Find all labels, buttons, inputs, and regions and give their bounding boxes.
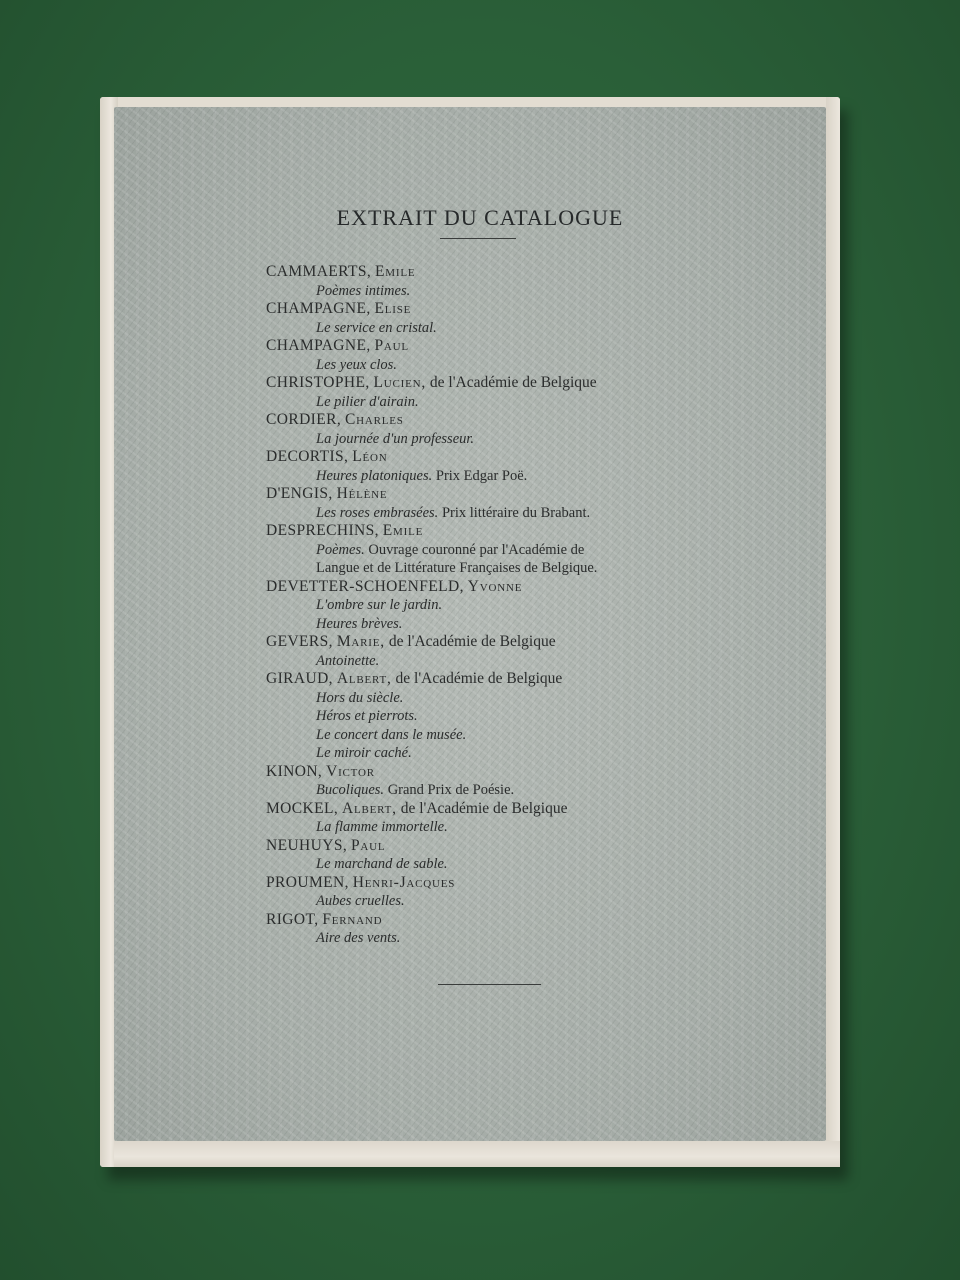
work-line (266, 430, 736, 449)
catalogue-entry (266, 337, 736, 374)
catalogue-entry (266, 800, 736, 837)
author-line (266, 411, 736, 430)
work-title: Le miroir caché. (316, 745, 412, 761)
author-surname: KINON, (266, 762, 323, 780)
work-line (266, 744, 736, 763)
author-surname: PROUMEN, (266, 873, 349, 891)
author-given-name: Emile (375, 263, 416, 280)
work-line (266, 541, 736, 560)
author-given-name: Fernand (322, 910, 383, 928)
work-line (266, 855, 736, 874)
work-title: Heures brèves. (316, 615, 403, 632)
work-title: Heures platoniques. (316, 467, 433, 484)
author-line (266, 300, 736, 319)
catalogue-entry (266, 485, 736, 522)
work-title: La flamme immortelle. (316, 819, 448, 835)
author-line (266, 874, 736, 893)
work-note: Prix littéraire du Brabant. (441, 504, 591, 521)
work-title: Le service en cristal. (316, 319, 437, 336)
work-title: La journée d'un professeur. (316, 430, 475, 447)
author-given-name: Emile (382, 522, 424, 539)
author-surname: NEUHUYS, (266, 836, 348, 854)
author-given-name: Paul (374, 337, 409, 354)
work-title: Héros et pierrots. (316, 708, 418, 724)
catalogue-entry (266, 300, 736, 337)
catalogue-entry (266, 874, 736, 911)
work-line (266, 282, 736, 301)
author-given-name: Paul (351, 836, 386, 854)
author-surname: CHAMPAGNE, (266, 337, 371, 354)
author-surname: CAMMAERTS, (266, 263, 372, 280)
closing-rule (438, 984, 541, 985)
author-given-name: Marie, (336, 633, 385, 650)
author-line (266, 263, 736, 282)
work-title: Le marchand de sable. (316, 856, 448, 872)
title-underline (440, 238, 516, 239)
work-line (266, 892, 736, 911)
work-title: Poèmes intimes. (316, 282, 411, 299)
author-line (266, 670, 736, 689)
author-surname: CORDIER, (266, 411, 342, 428)
author-given-name: Lucien, (373, 374, 427, 391)
author-line (266, 578, 736, 597)
work-title: Poèmes. (316, 541, 365, 558)
work-note: Langue et de Littérature Françaises de Belgique. (316, 560, 598, 576)
author-given-name: Léon (352, 448, 388, 465)
author-given-name: Charles (344, 411, 404, 428)
author-note: de l'Académie de Belgique (400, 799, 568, 817)
page-edge-bottom (114, 1141, 840, 1167)
author-given-name: Yvonne (467, 577, 523, 595)
work-line (266, 319, 736, 338)
author-given-name: Albert, (342, 799, 397, 817)
author-surname: MOCKEL, (266, 799, 339, 817)
author-surname: DECORTIS, (266, 448, 349, 465)
author-line (266, 337, 736, 356)
author-given-name: Albert, (336, 670, 392, 687)
catalogue-entry (266, 448, 736, 485)
author-line (266, 800, 736, 819)
author-surname: DEVETTER-SCHOENFELD, (266, 577, 464, 595)
work-note: Grand Prix de Poésie. (387, 782, 515, 798)
author-surname: CHRISTOPHE, (266, 374, 370, 391)
author-given-name: Hélène (336, 485, 388, 502)
author-line (266, 374, 736, 393)
author-note: de l'Académie de Belgique (388, 633, 556, 650)
catalogue-entry (266, 374, 736, 411)
author-note: de l'Académie de Belgique (429, 374, 597, 391)
author-surname: DESPRECHINS, (266, 522, 379, 539)
catalogue-entry (266, 578, 736, 634)
work-title: Bucoliques. (316, 782, 385, 798)
author-line (266, 763, 736, 782)
page-edge-right (826, 97, 840, 1167)
catalogue-entry (266, 263, 736, 300)
work-line (266, 393, 736, 412)
author-surname: D'ENGIS, (266, 485, 333, 502)
work-note: Ouvrage couronné par l'Académie de (368, 541, 585, 558)
author-line (266, 633, 736, 652)
catalogue-entry (266, 522, 736, 578)
work-line (266, 929, 736, 948)
author-given-name: Victor (326, 762, 375, 780)
work-line (266, 781, 736, 800)
work-line (266, 652, 736, 671)
work-title: Aire des vents. (316, 930, 401, 946)
work-line (266, 707, 736, 726)
author-given-name: Elise (374, 300, 412, 317)
work-line (266, 726, 736, 745)
author-line (266, 837, 736, 856)
author-given-name: Henri-Jacques (352, 873, 456, 891)
catalogue-entry (266, 837, 736, 874)
author-note: de l'Académie de Belgique (395, 670, 563, 687)
work-line (266, 689, 736, 708)
work-line (266, 615, 736, 634)
work-line (266, 818, 736, 837)
work-line (266, 356, 736, 375)
author-line (266, 911, 736, 930)
author-surname: CHAMPAGNE, (266, 300, 371, 317)
author-surname: GEVERS, (266, 633, 333, 650)
work-note: Prix Edgar Poë. (435, 467, 528, 484)
work-title: Les roses embrasées. (316, 504, 439, 521)
catalogue-entry (266, 911, 736, 948)
catalogue-list (266, 263, 736, 948)
work-line (266, 596, 736, 615)
work-title: Les yeux clos. (316, 356, 397, 373)
work-title: Le concert dans le musée. (316, 726, 467, 743)
work-title: L'ombre sur le jardin. (316, 597, 443, 613)
catalogue-entry (266, 670, 736, 763)
work-line (266, 467, 736, 486)
author-line (266, 522, 736, 541)
author-surname: GIRAUD, (266, 670, 333, 687)
author-surname: RIGOT, (266, 910, 319, 928)
catalogue-entry (266, 763, 736, 800)
catalogue-entry (266, 411, 736, 448)
work-title: Le pilier d'airain. (316, 393, 419, 410)
author-line (266, 485, 736, 504)
work-line (266, 559, 736, 578)
author-line (266, 448, 736, 467)
work-line (266, 504, 736, 523)
work-title: Aubes cruelles. (316, 893, 405, 909)
work-title: Hors du siècle. (316, 689, 404, 706)
catalogue-title: EXTRAIT DU CATALOGUE (336, 205, 624, 230)
catalogue-entry (266, 633, 736, 670)
work-title: Antoinette. (316, 652, 380, 669)
